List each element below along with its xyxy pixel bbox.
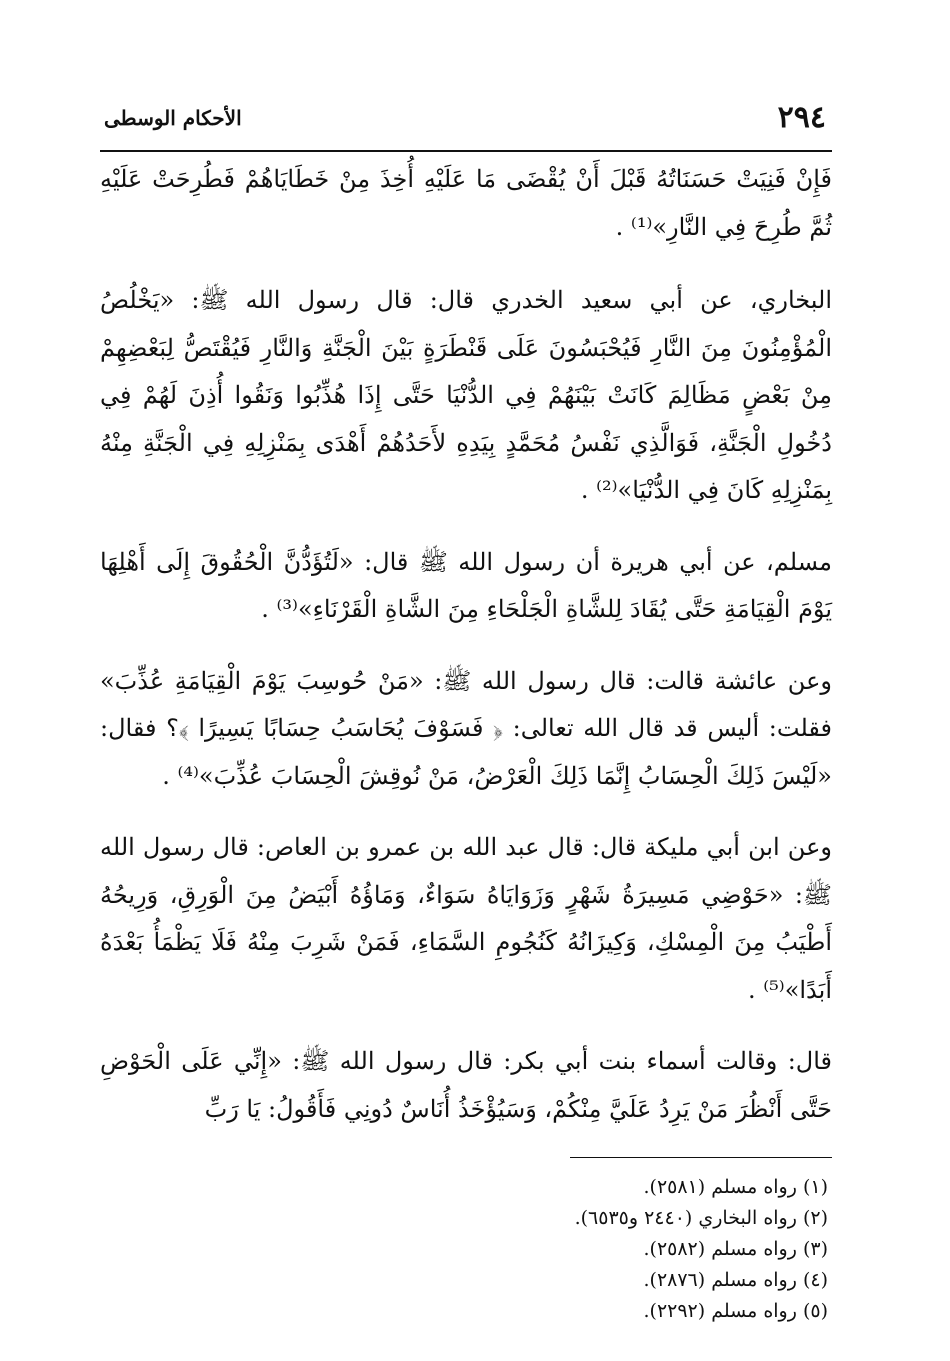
paragraph-ibn-abi-mulayka-hadith: وعن ابن أبي مليكة قال: قال عبد الله بن عمرو بن العاص: قال رسول الله ﷺ: «حَوْضِي مَسِيرَةُ شَهْرٍ وَزَوَايَاهُ سَوَاءٌ، وَمَاؤُهُ أَبْيَضُ مِنَ الْوَرِقِ، وَرِيحُهُ أَطْيَبُ مِنَ الْمِسْكِ، وَكِيزَانُهُ كَنُجُومِ السَّمَاءِ، فَمَنْ شَرِبَ مِنْهُ فَلَا يَظْمَأُ بَعْدَهُ أَبَدًا»⁽⁵⁾ . [100,833,833,1004]
body-text [100,156,832,1133]
running-title: الأحكام الوسطى [104,106,242,130]
page-number: ٢٩٤ [777,100,826,135]
paragraph-aisha-hadith: وعن عائشة قالت: قال رسول الله ﷺ: «مَنْ حُوسِبَ يَوْمَ الْقِيَامَةِ عُذِّبَ» فقلت: أليس قد قال الله تعالى: ﴿ فَسَوْفَ يُحَاسَبُ حِسَابًا يَسِيرًا ﴾؟ فقال: «لَيْسَ ذَلِكَ الْحِسَابُ إِنَّمَا ذَلِكَ الْعَرْضُ، مَنْ نُوقِشَ الْحِسَابَ عُذِّبَ»⁽⁴⁾ . [100,666,832,790]
footnote-5: (٥) رواه مسلم (٢٢٩٢). [643,1300,828,1322]
page-header [100,96,832,146]
footnote-2: (٢) رواه البخاري (٢٤٤٠ و٦٥٣٥). [574,1207,828,1229]
footnotes [100,1172,832,1327]
paragraph-asma-hadith: قال: وقالت أسماء بنت أبي بكر: قال رسول الله ﷺ: «إِنِّي عَلَى الْحَوْضِ حَتَّى أَنْظُرَ مَنْ يَرِدُ عَلَيَّ مِنْكُمْ، وَسَيُؤْخَذُ أُنَاسٌ دُونِي فَأَقُولُ: يَا رَبِّ [100,1047,832,1123]
paragraph-muslim-hadith: مسلم، عن أبي هريرة أن رسول الله ﷺ قال: «لَتُؤَدُّنَّ الْحُقُوقَ إِلَى أَهْلِهَا يَوْمَ الْقِيَامَةِ حَتَّى يُقَادَ لِلشَّاةِ الْجَلْحَاءِ مِنَ الشَّاةِ الْقَرْنَاءِ»⁽³⁾ . [100,547,832,623]
footnote-1: (١) رواه مسلم (٢٥٨١). [643,1176,828,1198]
footnote-4: (٤) رواه مسلم (٢٨٧٦). [643,1269,828,1291]
header-rule [100,150,832,152]
footnote-3: (٣) رواه مسلم (٢٥٨٢). [643,1238,828,1260]
paragraph-bukhari-hadith: البخاري، عن أبي سعيد الخدري قال: قال رسول الله ﷺ: «يَخْلُصُ الْمُؤْمِنُونَ مِنَ النَّارِ فَيُحْبَسُونَ عَلَى قَنْطَرَةٍ بَيْنَ الْجَنَّةِ وَالنَّارِ فَيُقْتَصُّ لِبَعْضِهِمْ مِنْ بَعْضٍ مَظَالِمَ كَانَتْ بَيْنَهُمْ فِي الدُّنْيَا حَتَّى إِذَا هُذِّبُوا وَنَقُوا أُذِنَ لَهُمْ فِي دُخُولِ الْجَنَّةِ، فَوَالَّذِي نَفْسُ مُحَمَّدٍ بِيَدِهِ لأَحَدُهُمْ أَهْدَى بِمَنْزِلِهِ فِي الْجَنَّةِ مِنْهُ بِمَنْزِلِهِ كَانَ فِي الدُّنْيَا»⁽²⁾ . [100,286,832,504]
book-page [100,96,832,1327]
footnote-rule [570,1157,832,1158]
paragraph-continuation: فَإِنْ فَنِيَتْ حَسَنَاتُهُ قَبْلَ أَنْ يُقْضَى مَا عَلَيْهِ أُخِذَ مِنْ خَطَايَاهُمْ فَطُرِحَتْ عَلَيْهِ ثُمَّ طُرِحَ فِي النَّارِ»⁽¹⁾ . [100,165,832,241]
